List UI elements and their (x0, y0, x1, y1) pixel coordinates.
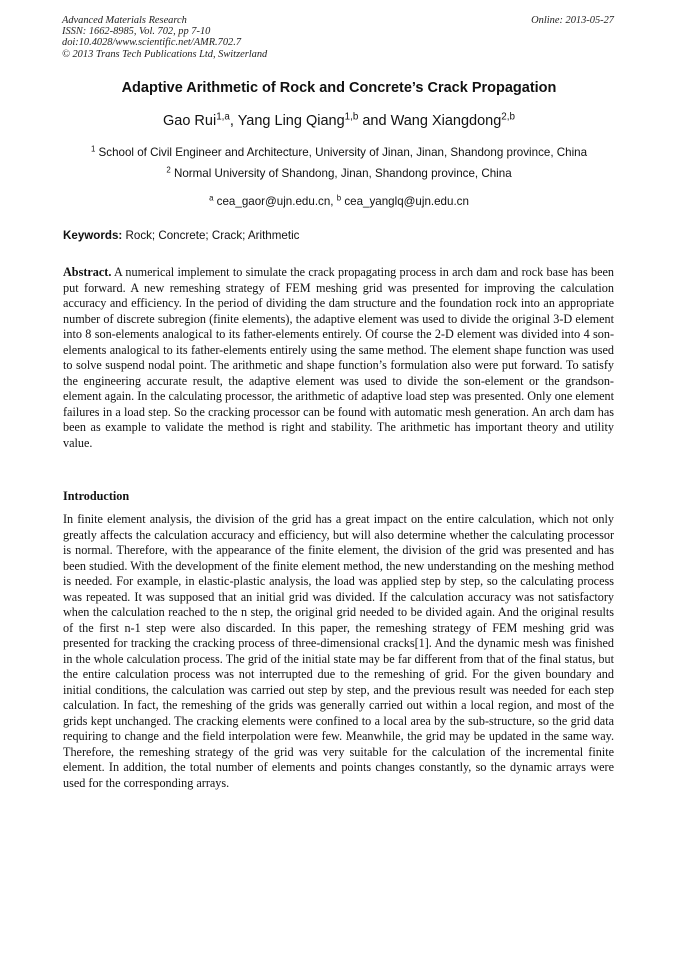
author-list (0, 113, 678, 129)
author-separator: and (358, 113, 391, 129)
affiliation-1 (0, 146, 678, 159)
email-text: cea_gaor@ujn.edu.cn, (213, 195, 337, 208)
affiliation-text: School of Civil Engineer and Architecture, University of Jinan, Jinan, Shandong province, China (95, 146, 588, 159)
journal-doi: doi:10.4028/www.scientific.net/AMR.702.7 (62, 37, 242, 49)
keywords-label: Keywords: (63, 229, 123, 242)
affiliation-text: Normal University of Shandong, Jinan, Shandong province, China (170, 167, 512, 180)
author-name: Yang Ling Qiang (237, 113, 345, 129)
author-name: Wang Xiangdong (390, 113, 502, 129)
introduction-paragraph: In finite element analysis, the division of the grid has a great impact on the entire calculation, which not only greatly affects the calculation accuracy and efficiency, but will also determine whether the calculating processor is normal. Therefore, with the appearance of the finite element, the division of the grid was presented and has been studied. With the development of the finite element method, the new understanding on the meshing method is needed. For example, in elastic-plastic analysis, the load was applied step by step, so the calculating process was repeated. It was supposed that an initial grid was divided. If the calculation accuracy was not satisfactory when the calculation reached to the n step, the original grid needed to be divided again. And the original results of the first n-1 step were also discarded. In this paper, the remeshing strategy of FEM meshing grid was presented for tracking the cracking process of three-dimensional cracks[1]. And the dynamic mesh was finished in the whole calculation process. The grid of the initial state may be far different from that of the final status, but the entire calculation process was not interrupted due to the remeshing of grid. For the given boundary and initial conditions, the calculation was carried out step by step, and the previous result was needed for each step calculation. In fact, the remeshing of the grids was generally carried out within a local region, and most of the grids kept unchanged. The cracking elements were confined to a local area by the sub-structure, so the grid data requiring to change and the field interpolation were few. Meanwhile, the grid may be updated in the same way. Therefore, the remeshing strategy of the grid was very suitable for the calculation of the incremental finite element. In addition, the total number of elements and points changes constantly, so the dynamic arrays were used for the corresponding arrays. (63, 512, 614, 790)
author-emails (0, 195, 678, 208)
affiliation-superscript: 1 (90, 144, 96, 154)
author-superscript: 1,a (216, 111, 230, 123)
paper-title: Adaptive Arithmetic of Rock and Concrete’s Crack Propagation (121, 80, 557, 96)
abstract-label: Abstract. (63, 265, 112, 279)
author-name: Gao Rui (163, 113, 217, 129)
keywords (63, 229, 299, 242)
journal-name: Advanced Materials Research (62, 15, 187, 26)
email-superscript: a (209, 193, 214, 203)
email-text: cea_yanglq@ujn.edu.cn (341, 195, 469, 208)
journal-issn: ISSN: 1662-8985, Vol. 702, pp 7-10 (62, 26, 211, 38)
abstract (63, 265, 614, 451)
author-separator: , (229, 113, 238, 129)
affiliation-2 (0, 167, 678, 180)
journal-copyright: © 2013 Trans Tech Publications Ltd, Switzerland (62, 48, 268, 60)
affiliation-superscript: 2 (166, 165, 171, 175)
abstract-text: A numerical implement to simulate the crack propagating process in arch dam and rock base has been put forward. A new remeshing strategy of FEM meshing grid was presented for improving the calculation accuracy and efficiency. In the period of dividing the dam structure and the foundation rock into an appropriate number of discrete subregion (finite elements), the adaptive element was used to divide the original 3-D element into 8 son-elements analogical to its father-elements entirely. Of course the 2-D element was divided into 4 son-elements analogical to its father-elements entirely using the same method. The element shape function was used to solve suspend nodal point. The arithmetic and shape function’s formulation also were put forward. To satisfy the engineering accurate result, the adaptive element was used to divide the son-element or the grandson-element again. In the calculating processor, the arithmetic of adaptive load step was presented. Only one element failures in a load step. So the cracking processor can be found with automatic mesh generation. An arch dam has been as example to validate the method is right and stability. The arithmetic has important theory and utility value. (63, 265, 614, 450)
author-superscript: 1,b (344, 111, 359, 123)
journal-header (62, 15, 267, 60)
section-heading-introduction: Introduction (63, 489, 130, 503)
email-superscript: b (336, 193, 342, 203)
keywords-text: Rock; Concrete; Crack; Arithmetic (122, 229, 300, 242)
online-date: Online: 2013-05-27 (531, 15, 614, 26)
author-superscript: 2,b (501, 111, 515, 123)
